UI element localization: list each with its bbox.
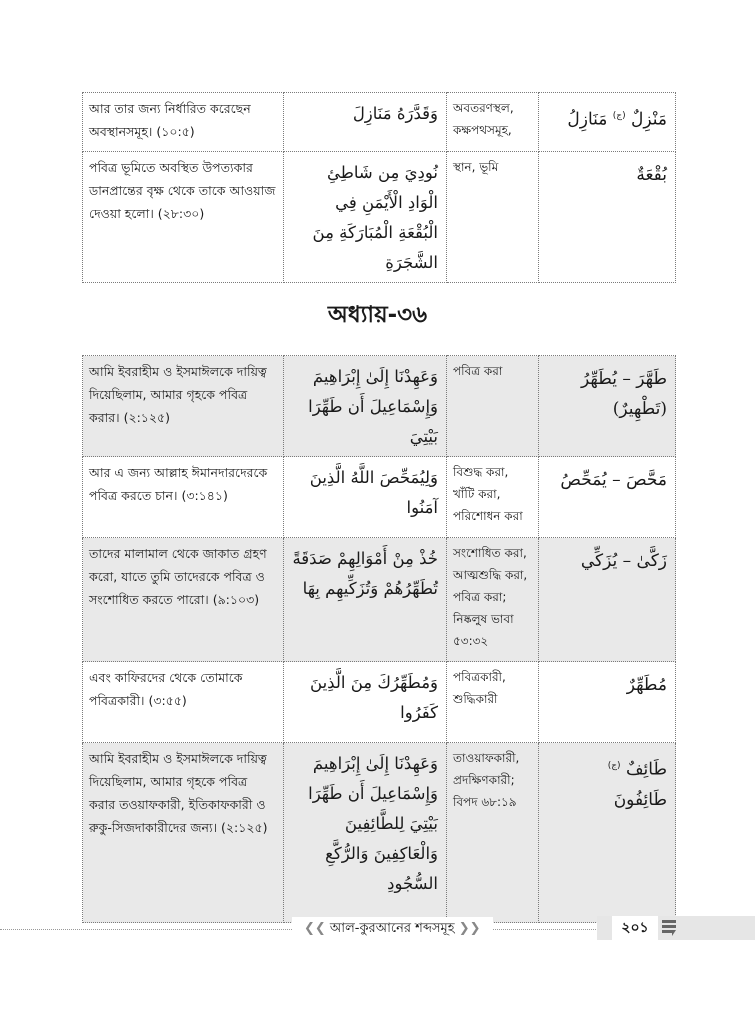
table-row — [83, 152, 676, 283]
ornament-right-icon: ❯❯ — [454, 921, 481, 936]
vocab-table-top — [82, 92, 676, 283]
table-row — [83, 743, 676, 923]
arabic-word: بُقْعَةٌ — [539, 152, 676, 283]
word-plural: طَائِفُونَ — [613, 789, 667, 810]
word-masdar: (تَطْهِيرٌ) — [612, 399, 667, 419]
quran-verse: وَقَدَّرَهُ مَنَازِلَ — [284, 93, 447, 152]
quran-verse: وَعَهِدْنَا إِلَىٰ إِبْرَاهِيمَ وَإِسْمَاعِيلَ أَن طَهِّرَا بَيْتِيَ — [284, 356, 447, 457]
chapter-title: অধ্যায়-৩৬ — [327, 302, 428, 328]
quran-verse: وَلِيُمَحِّصَ اللَّهُ الَّذِينَ آمَنُوا — [284, 457, 447, 538]
word-gloss: স্থান, ভূমি — [447, 152, 539, 283]
ornament-left-icon: ❮❮ — [304, 921, 330, 936]
table-row — [83, 538, 676, 662]
word-gloss: অবতরণস্থল, কক্ষপথসমূহ, — [447, 93, 539, 152]
footer-title — [292, 917, 493, 941]
table-row — [83, 356, 676, 457]
page-number: ২০১ — [612, 916, 658, 940]
table-row — [83, 93, 676, 152]
bangla-meaning: আর তার জন্য নির্ধারিত করেছেন অবস্থানসমূহ। (১০:৫) — [83, 93, 284, 152]
arabic-word: مُطَهِّرٌ — [539, 662, 676, 743]
arabic-word — [539, 93, 676, 152]
quran-verse: وَمُطَهِّرُكَ مِنَ الَّذِينَ كَفَرُوا — [284, 662, 447, 743]
arabic-word: زَكَّىٰ – يُزَكِّي — [539, 538, 676, 662]
word-gloss: পবিত্রকারী, শুদ্ধিকারী — [447, 662, 539, 743]
word-singular: طَائِفٌ — [625, 759, 667, 780]
word-singular: مَنْزِلٌ — [631, 109, 667, 130]
quran-verse: وَعَهِدْنَا إِلَىٰ إِبْرَاهِيمَ وَإِسْمَاعِيلَ أَن طَهِّرَا بَيْتِيَ لِلطَّائِفِينَ وَالْعَاكِفِينَ وَالرُّكَّعِ السُّجُودِ — [284, 743, 447, 923]
bangla-meaning: আমি ইবরাহীম ও ইসমাঈলকে দায়িত্ব দিয়েছিলাম, আমার গৃহকে পবিত্র করার। (২:১২৫) — [83, 356, 284, 457]
bangla-meaning: এবং কাফিরদের থেকে তোমাকে পবিত্রকারী। (৩:৫৫) — [83, 662, 284, 743]
arabic-word — [539, 743, 676, 923]
plural-mark: (ج) — [612, 111, 626, 121]
bangla-meaning: পবিত্র ভূমিতে অবস্থিত উপত্যকার ডানপ্রান্তের বৃক্ষ থেকে তাকে আওয়াজ দেওয়া হলো। (২৮:৩০) — [83, 152, 284, 283]
quran-verse: خُذْ مِنْ أَمْوَالِهِمْ صَدَقَةً تُطَهِّرُهُمْ وَتُزَكِّيهِم بِهَا — [284, 538, 447, 662]
arabic-word — [539, 356, 676, 457]
book-pages-icon — [660, 918, 678, 938]
arabic-word: مَحَّصَ – يُمَحِّصُ — [539, 457, 676, 538]
plural-mark: (ج) — [607, 761, 621, 771]
word-gloss: তাওয়াফকারী, প্রদক্ষিণকারী; বিপদ ৬৮:১৯ — [447, 743, 539, 923]
word-gloss: বিশুদ্ধ করা, খাঁটি করা, পরিশোধন করা — [447, 457, 539, 538]
table-row — [83, 457, 676, 538]
bangla-meaning: আমি ইবরাহীম ও ইসমাঈলকে দায়িত্ব দিয়েছিলাম, আমার গৃহকে পবিত্র করার তওয়াফকারী, ইতিকাফকারী ও রুকু-সিজদাকারীদের জন্য। (২:১২৫) — [83, 743, 284, 923]
vocab-table-main — [82, 355, 676, 923]
table-row — [83, 662, 676, 743]
footer-title-text: আল-কুরআনের শব্দসমূহ — [329, 921, 455, 936]
word-plural: مَنَازِلُ — [567, 109, 608, 130]
quran-verse: نُودِيَ مِن شَاطِئِ الْوَادِ الْأَيْمَنِ فِي الْبُقْعَةِ الْمُبَارَكَةِ مِنَ الشَّجَرَةِ — [284, 152, 447, 283]
bangla-meaning: তাদের মালামাল থেকে জাকাত গ্রহণ করো, যাতে তুমি তাদেরকে পবিত্র ও সংশোধিত করতে পারো। (৯:১০৩) — [83, 538, 284, 662]
word-gloss: সংশোধিত করা, আত্মশুদ্ধি করা, পবিত্র করা; নিষ্কলুষ ভাবা ৫৩:৩২ — [447, 538, 539, 662]
word-main: طَهَّرَ – يُطَهِّرُ — [581, 369, 667, 389]
word-gloss: পবিত্র করা — [447, 356, 539, 457]
bangla-meaning: আর এ জন্য আল্লাহ ঈমানদারদেরকে পবিত্র করতে চান। (৩:১৪১) — [83, 457, 284, 538]
